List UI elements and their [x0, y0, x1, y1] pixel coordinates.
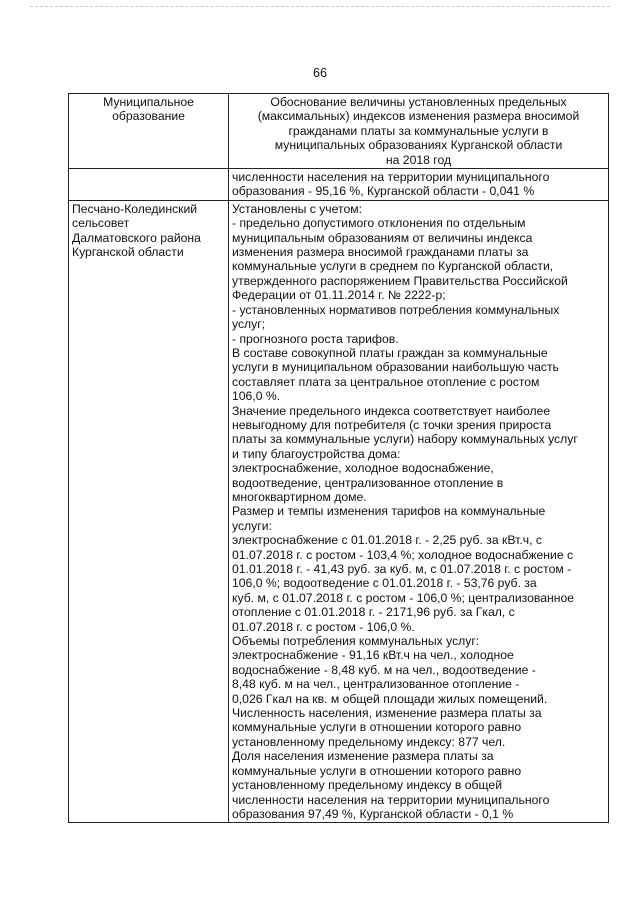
- text-line: - предельно допустимого отклонения по отдельным: [232, 216, 526, 231]
- text-line: Обоснование величины установленных предельных: [270, 95, 567, 109]
- text-line: коммунальные услуги в среднем по Курганской области,: [232, 259, 554, 274]
- table-row-continuation: [69, 169, 609, 201]
- text-line: - установленных нормативов потребления коммунальных: [232, 302, 560, 317]
- text-line: образования 97,49 %, Курганской области - 0,1 %: [232, 806, 514, 821]
- text-line: 01.07.2018 г. с ростом - 103,4 %; холодное водоснабжение с: [232, 547, 574, 562]
- text-line: невыгодному для потребителя (с точки зрения прироста: [232, 417, 552, 432]
- text-line: электроснабжение - 91,16 кВт.ч на чел., холодное: [232, 648, 514, 663]
- text-line: Численность населения, изменение размера платы за: [232, 706, 542, 721]
- text-line: В составе совокупной платы граждан за коммунальные: [232, 345, 548, 360]
- justification-text-cell: [229, 200, 609, 822]
- text-line: коммунальные услуги в отношении которого равно: [232, 763, 522, 778]
- text-line: изменения размера вносимой гражданами платы за: [232, 245, 529, 260]
- text-line: 106,0 %.: [232, 389, 281, 404]
- text-line: составляет плата за центральное отопление с ростом: [232, 374, 540, 389]
- text-line: Песчано-Колединский: [72, 201, 198, 216]
- continuation-municipality-cell: [69, 169, 229, 201]
- page-number: 66: [313, 66, 327, 80]
- header-justification-cell: [229, 94, 609, 169]
- text-line: Значение предельного индекса соответствует наиболее: [232, 403, 551, 418]
- document-table: [68, 93, 609, 823]
- text-line: (максимальных) индексов изменения размера вносимой: [257, 109, 580, 124]
- text-line: на 2018 год: [385, 152, 452, 167]
- text-line: 01.01.2018 г. - 41,43 руб. за куб. м, с 01.07.2018 г. с ростом -: [232, 562, 572, 576]
- text-line: услуги:: [232, 518, 272, 533]
- text-line: сельсовет: [72, 216, 130, 231]
- text-line: водоотведение, централизованное отопление в: [232, 475, 504, 490]
- text-line: Установлены с учетом:: [232, 201, 362, 216]
- text-line: установленному предельному индексу в общей: [232, 778, 503, 793]
- text-line: численности населения на территории муниципального: [232, 792, 550, 807]
- text-line: муниципальным образованиям от величины индекса: [232, 230, 533, 245]
- text-line: электроснабжение, холодное водоснабжение,: [232, 461, 494, 476]
- text-line: коммунальные услуги в отношении которого равно: [232, 720, 522, 735]
- text-line: Федерации от 01.11.2014 г. № 2222-р;: [232, 288, 446, 303]
- text-line: установленному предельному индексу: 877 чел.: [232, 734, 506, 749]
- table-row: [69, 200, 609, 822]
- header-municipality-cell: [69, 94, 229, 169]
- text-line: муниципальных образованиях Курганской области: [274, 138, 563, 153]
- municipality-name-cell: [69, 200, 229, 822]
- text-line: услуги в муниципальном образовании наибольшую часть: [232, 360, 559, 375]
- text-line: Объемы потребления коммунальных услуг:: [232, 634, 480, 649]
- text-line: водоснабжение - 8,48 куб. м на чел., водоотведение -: [232, 662, 536, 677]
- scan-artifact-line: [30, 6, 610, 7]
- text-line: Курганской области: [72, 245, 184, 260]
- text-line: отопление с 01.01.2018 г. - 2171,96 руб. за Гкал, с: [232, 605, 515, 620]
- text-line: Доля населения изменение размера платы за: [232, 749, 494, 764]
- text-line: Муниципальное: [103, 95, 194, 109]
- text-line: 0,026 Гкал на кв. м общей площади жилых помещений.: [232, 691, 548, 706]
- text-line: численности населения на территории муниципального: [232, 170, 550, 185]
- text-line: образования - 95,16 %, Курганской области - 0,041 %: [232, 184, 535, 199]
- table-header-row: [69, 94, 609, 169]
- text-line: куб. м, с 01.07.2018 г. с ростом - 106,0 %; централизованное: [232, 590, 575, 605]
- text-line: - прогнозного роста тарифов.: [232, 331, 399, 346]
- text-line: и типу благоустройства дома:: [232, 446, 401, 461]
- text-line: утвержденного распоряжением Правительства Российской: [232, 273, 568, 288]
- text-line: 106,0 %; водоотведение с 01.01.2018 г. - 53,76 руб. за: [232, 576, 537, 591]
- text-line: гражданами платы за коммунальные услуги в: [288, 123, 549, 138]
- text-line: Размер и темпы изменения тарифов на коммунальные: [232, 504, 546, 519]
- text-line: многоквартирном доме.: [232, 489, 367, 504]
- text-line: 8,48 куб. м на чел., централизованное отопление -: [232, 677, 520, 692]
- text-line: платы за коммунальные услуги) набору коммунальных услуг: [232, 432, 578, 447]
- text-line: образование: [112, 109, 185, 124]
- text-line: Далматовского района: [72, 230, 201, 245]
- text-line: услуг;: [232, 317, 266, 332]
- text-line: 01.07.2018 г. с ростом - 106,0 %.: [232, 619, 415, 634]
- continuation-justification-cell: [229, 169, 609, 201]
- text-line: электроснабжение с 01.01.2018 г. - 2,25 руб. за кВт.ч, с: [232, 533, 542, 548]
